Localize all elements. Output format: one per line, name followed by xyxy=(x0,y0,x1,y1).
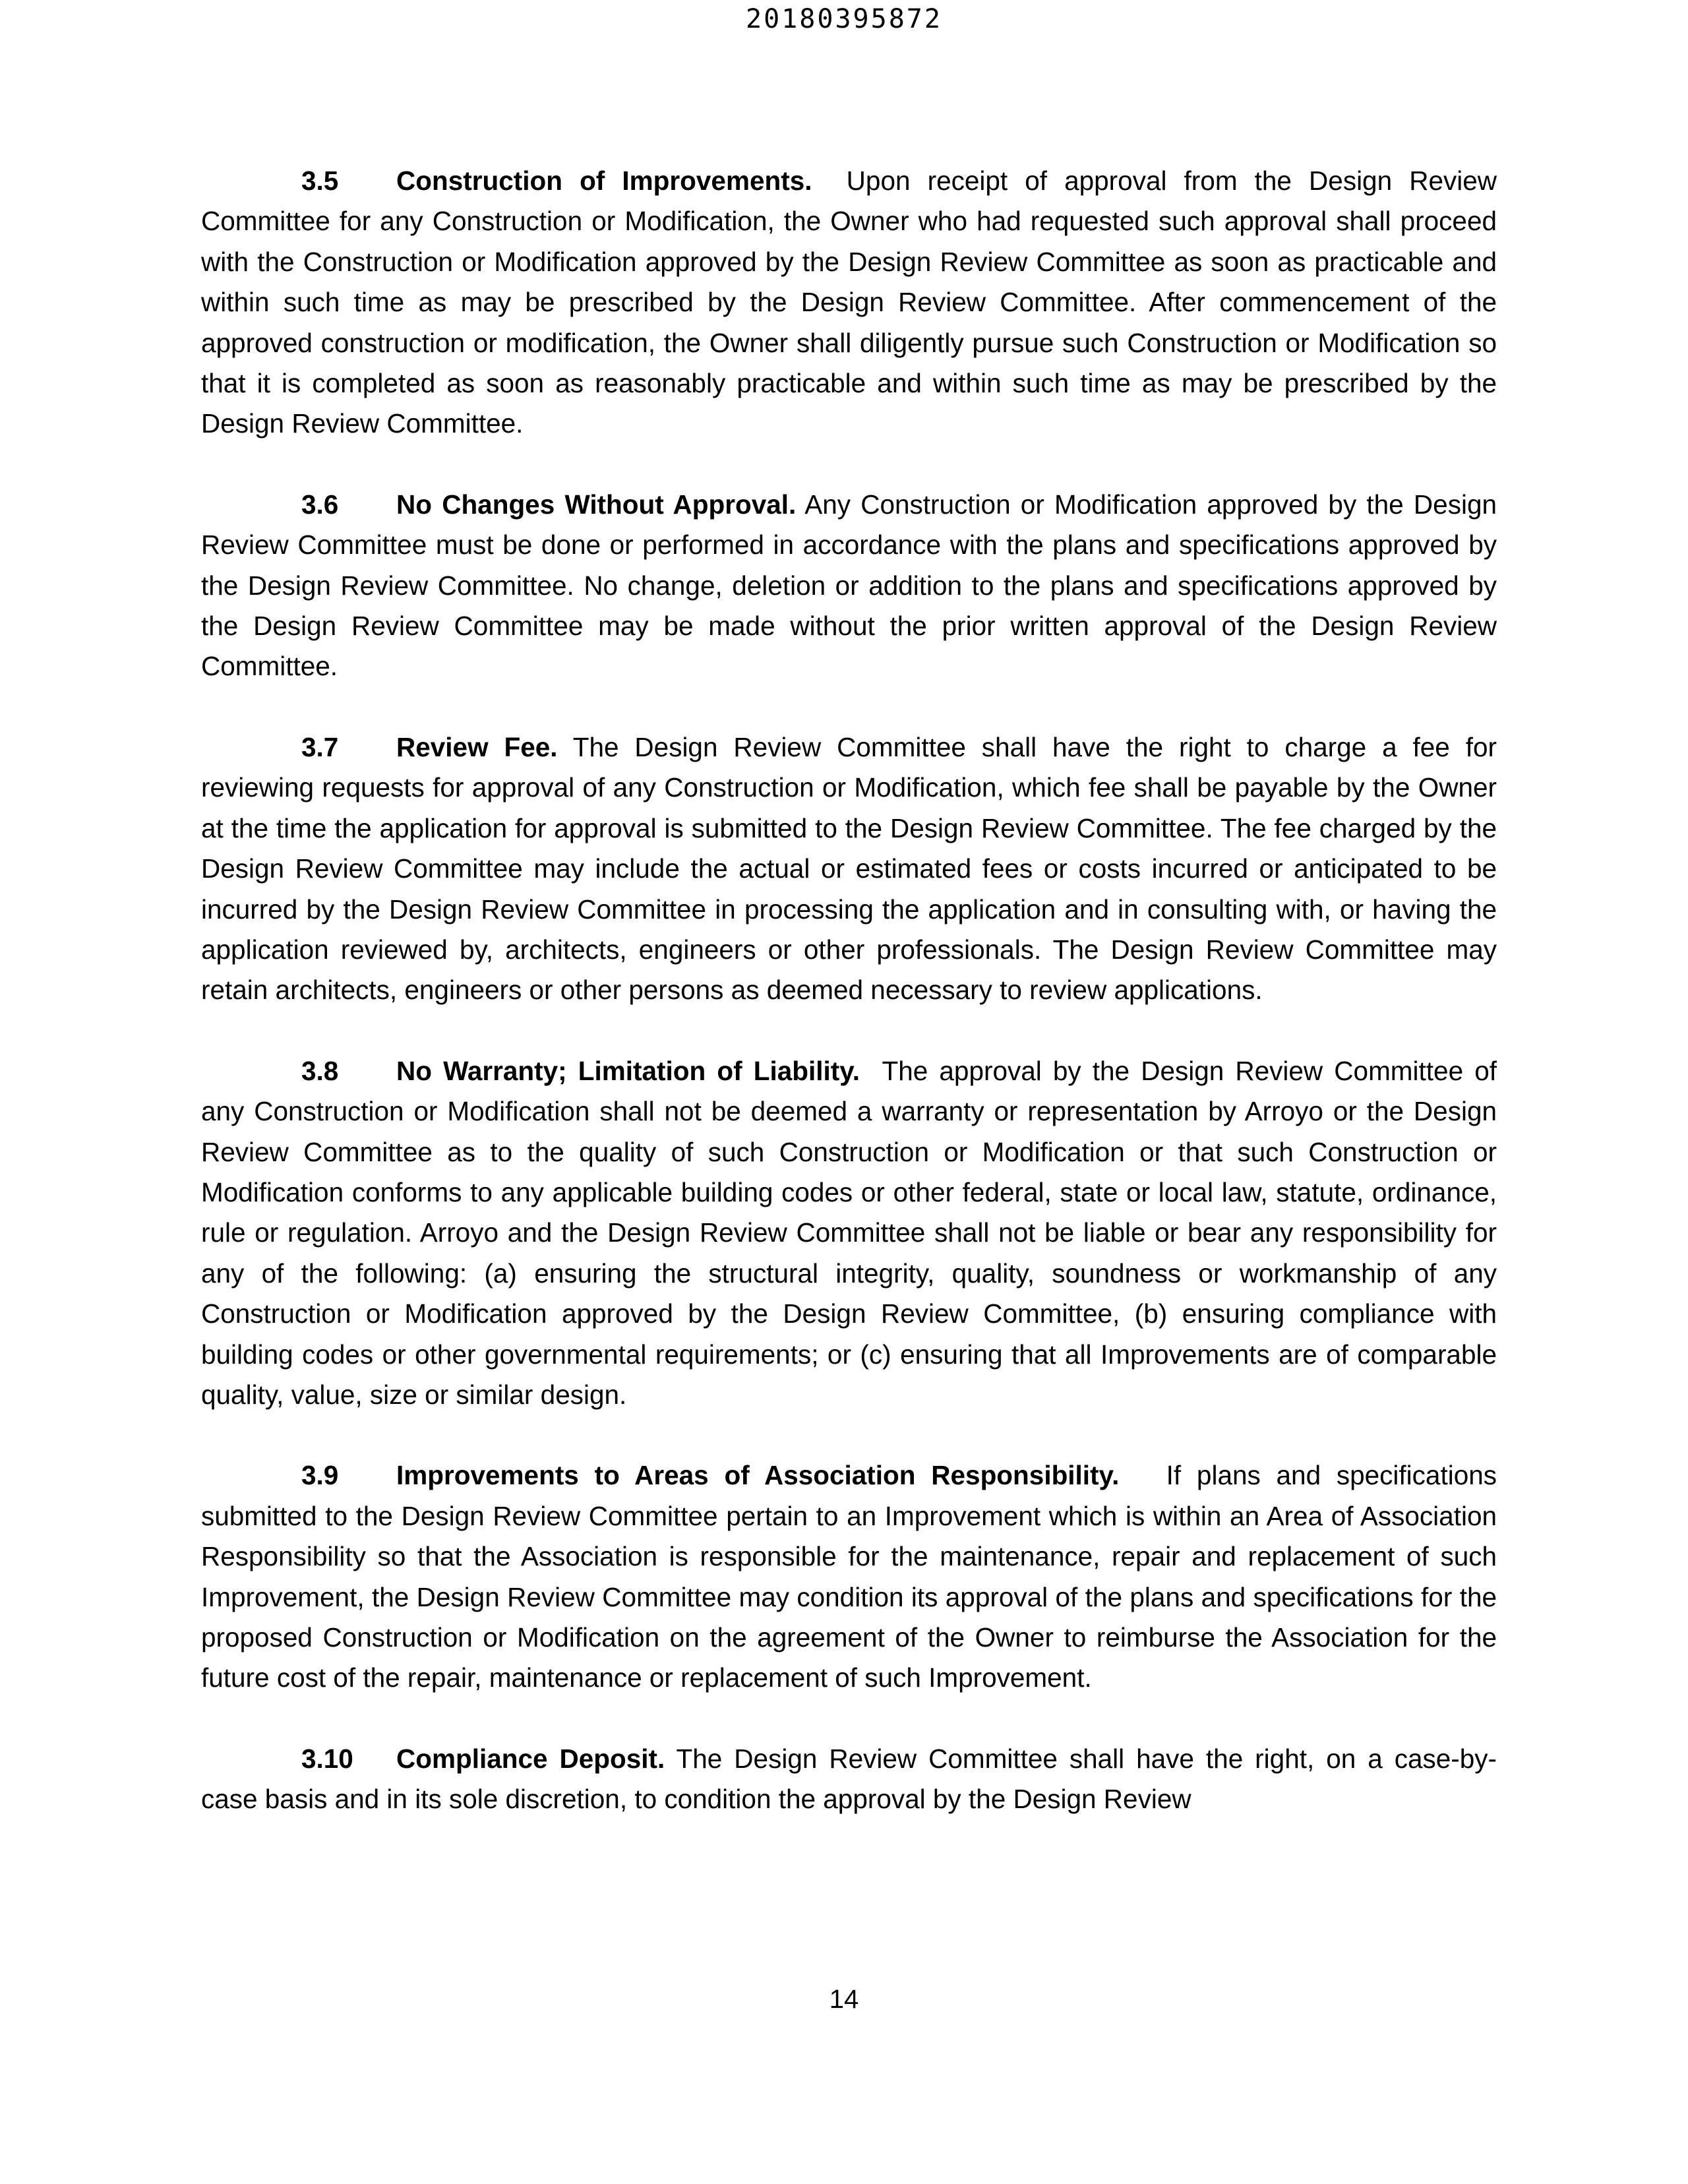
section-number: 3.5 xyxy=(301,166,339,196)
section-number: 3.8 xyxy=(301,1055,339,1086)
section-3-5 xyxy=(201,161,1497,444)
section-3-7 xyxy=(201,727,1497,1011)
section-title: No Changes Without Approval. xyxy=(396,489,797,520)
page-number: 14 xyxy=(829,1985,859,2014)
section-text: Any Construction or Modification approved by the Design Review Committee must be done or performed in accordance with the plans and specifications approved by the Design Review Committee. No change, deletion or addition to the plans and specifications approved by the Design Review Committee may be made without the prior written approval of the Design Review Committee. xyxy=(201,489,1497,682)
section-text: The Design Review Committee shall have the right to charge a fee for reviewing requests for approval of any Construction or Modification, which fee shall be payable by the Owner at the time the application for approval is submitted to the Design Review Committee. The fee charged by the Design Review Committee may include the actual or estimated fees or costs incurred or anticipated to be incurred by the Design Review Committee in processing the application and in consulting with, or having the application reviewed by, architects, engineers or other professionals. The Design Review Committee may retain architects, engineers or other persons as deemed necessary to review applications. xyxy=(201,731,1497,1006)
section-text: The Design Review Committee shall have the right, on a case-by-case basis and in its sole discretion, to condition the approval by the Design Review xyxy=(201,1743,1497,1815)
section-3-9 xyxy=(201,1455,1497,1698)
section-text: The approval by the Design Review Committee of any Construction or Modification shall not be deemed a warranty or representation by Arroyo or the Design Review Committee as to the quality of such Construction or Modification or that such Construction or Modification conforms to any applicable building codes or other federal, state or local law, statute, ordinance, rule or regulation. Arroyo and the Design Review Committee shall not be liable or bear any responsibility for any of the following: (a) ensuring the structural integrity, quality, soundness or workmanship of any Construction or Modification approved by the Design Review Committee, (b) ensuring compliance with building codes or other governmental requirements; or (c) ensuring that all Improvements are of comparable quality, value, size or similar design. xyxy=(201,1055,1497,1410)
section-title: Improvements to Areas of Association Responsibility. xyxy=(396,1460,1120,1491)
section-text: Upon receipt of approval from the Design Review Committee for any Construction or Modification, the Owner who had requested such approval shall proceed with the Construction or Modification approved by the Design Review Committee as soon as practicable and within such time as may be prescribed by the Design Review Committee. After commencement of the approved construction or modification, the Owner shall diligently pursue such Construction or Modification so that it is completed as soon as reasonably practicable and within such time as may be prescribed by the Design Review Committee. xyxy=(201,166,1497,439)
section-title: No Warranty; Limitation of Liability. xyxy=(396,1055,860,1086)
section-number: 3.9 xyxy=(301,1460,339,1491)
section-title: Compliance Deposit. xyxy=(396,1743,665,1774)
section-number: 3.7 xyxy=(301,731,339,762)
section-3-10 xyxy=(201,1739,1497,1820)
section-title: Review Fee. xyxy=(396,731,558,762)
section-number: 3.6 xyxy=(301,489,339,520)
document-body xyxy=(201,161,1497,1860)
section-number: 3.10 xyxy=(301,1743,353,1774)
document-number: 20180395872 xyxy=(746,4,942,34)
section-text: If plans and specifications submitted to the Design Review Committee pertain to an Improvement which is within an Area of Association Responsibility so that the Association is responsible for the maintenance, repair and replacement of such Improvement, the Design Review Committee may condition its approval of the plans and specifications for the proposed Construction or Modification on the agreement of the Owner to reimburse the Association for the future cost of the repair, maintenance or replacement of such Improvement. xyxy=(201,1460,1497,1693)
section-title: Construction of Improvements. xyxy=(396,166,812,196)
section-3-8 xyxy=(201,1051,1497,1416)
section-3-6 xyxy=(201,485,1497,687)
